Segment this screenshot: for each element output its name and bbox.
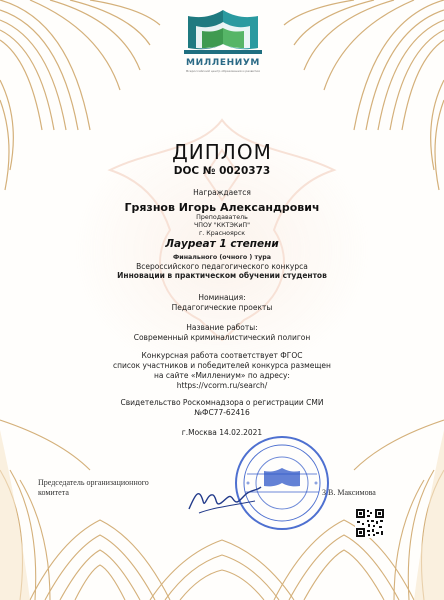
- recipient-organization: ЧПОУ "ККТЭКиП": [193, 222, 251, 229]
- award-title: Лауреат 1 степени: [165, 238, 279, 250]
- certificate-line-1: Свидетельство Роскомнадзора о регистрации СМИ: [120, 398, 324, 407]
- work-value: Современный криминалистический полигон: [133, 333, 311, 342]
- qr-code[interactable]: [355, 508, 385, 538]
- brand-subtitle: Всероссийский центр образования и развития: [186, 69, 260, 73]
- round-label: Финального (очного ) тура: [173, 254, 271, 261]
- nomination-value: Педагогические проекты: [171, 303, 273, 312]
- compliance-url[interactable]: https://vcorm.ru/search/: [176, 381, 268, 390]
- chair-title-line-1: Председатель организационного: [38, 478, 149, 487]
- compliance-line-3: на сайте «Миллениум» по адресу:: [154, 371, 290, 380]
- signer-name: З.В. Максимова: [322, 488, 376, 497]
- nomination-label: Номинация:: [198, 293, 246, 302]
- compliance-line-2: список участников и победителей конкурса размещен: [113, 361, 331, 370]
- recipient-city: г. Красноярск: [198, 230, 246, 237]
- recipient-position: Преподаватель: [196, 214, 248, 221]
- recipient-name: Грязнов Игорь Александрович: [124, 201, 320, 214]
- competition-label: Всероссийского педагогического конкурса: [136, 262, 308, 271]
- handwritten-signature: [185, 475, 265, 523]
- awarded-label: Награждается: [193, 188, 251, 197]
- document-number: DOC № 0020373: [173, 165, 271, 177]
- work-label: Название работы:: [186, 323, 258, 332]
- brand-name: МИЛЛЕНИУМ: [186, 58, 260, 68]
- competition-name: Инновации в практическом обучении студентов: [117, 271, 327, 280]
- certificate-line-2: №ФС77-62416: [194, 408, 250, 417]
- diploma-title: ДИПЛОМ: [172, 140, 272, 164]
- place-date: г.Москва 14.02.2021: [181, 428, 263, 437]
- compliance-line-1: Конкурсная работа соответствует ФГОС: [141, 351, 303, 360]
- chair-title: [38, 478, 208, 498]
- chair-title-line-2: комитета: [38, 488, 69, 497]
